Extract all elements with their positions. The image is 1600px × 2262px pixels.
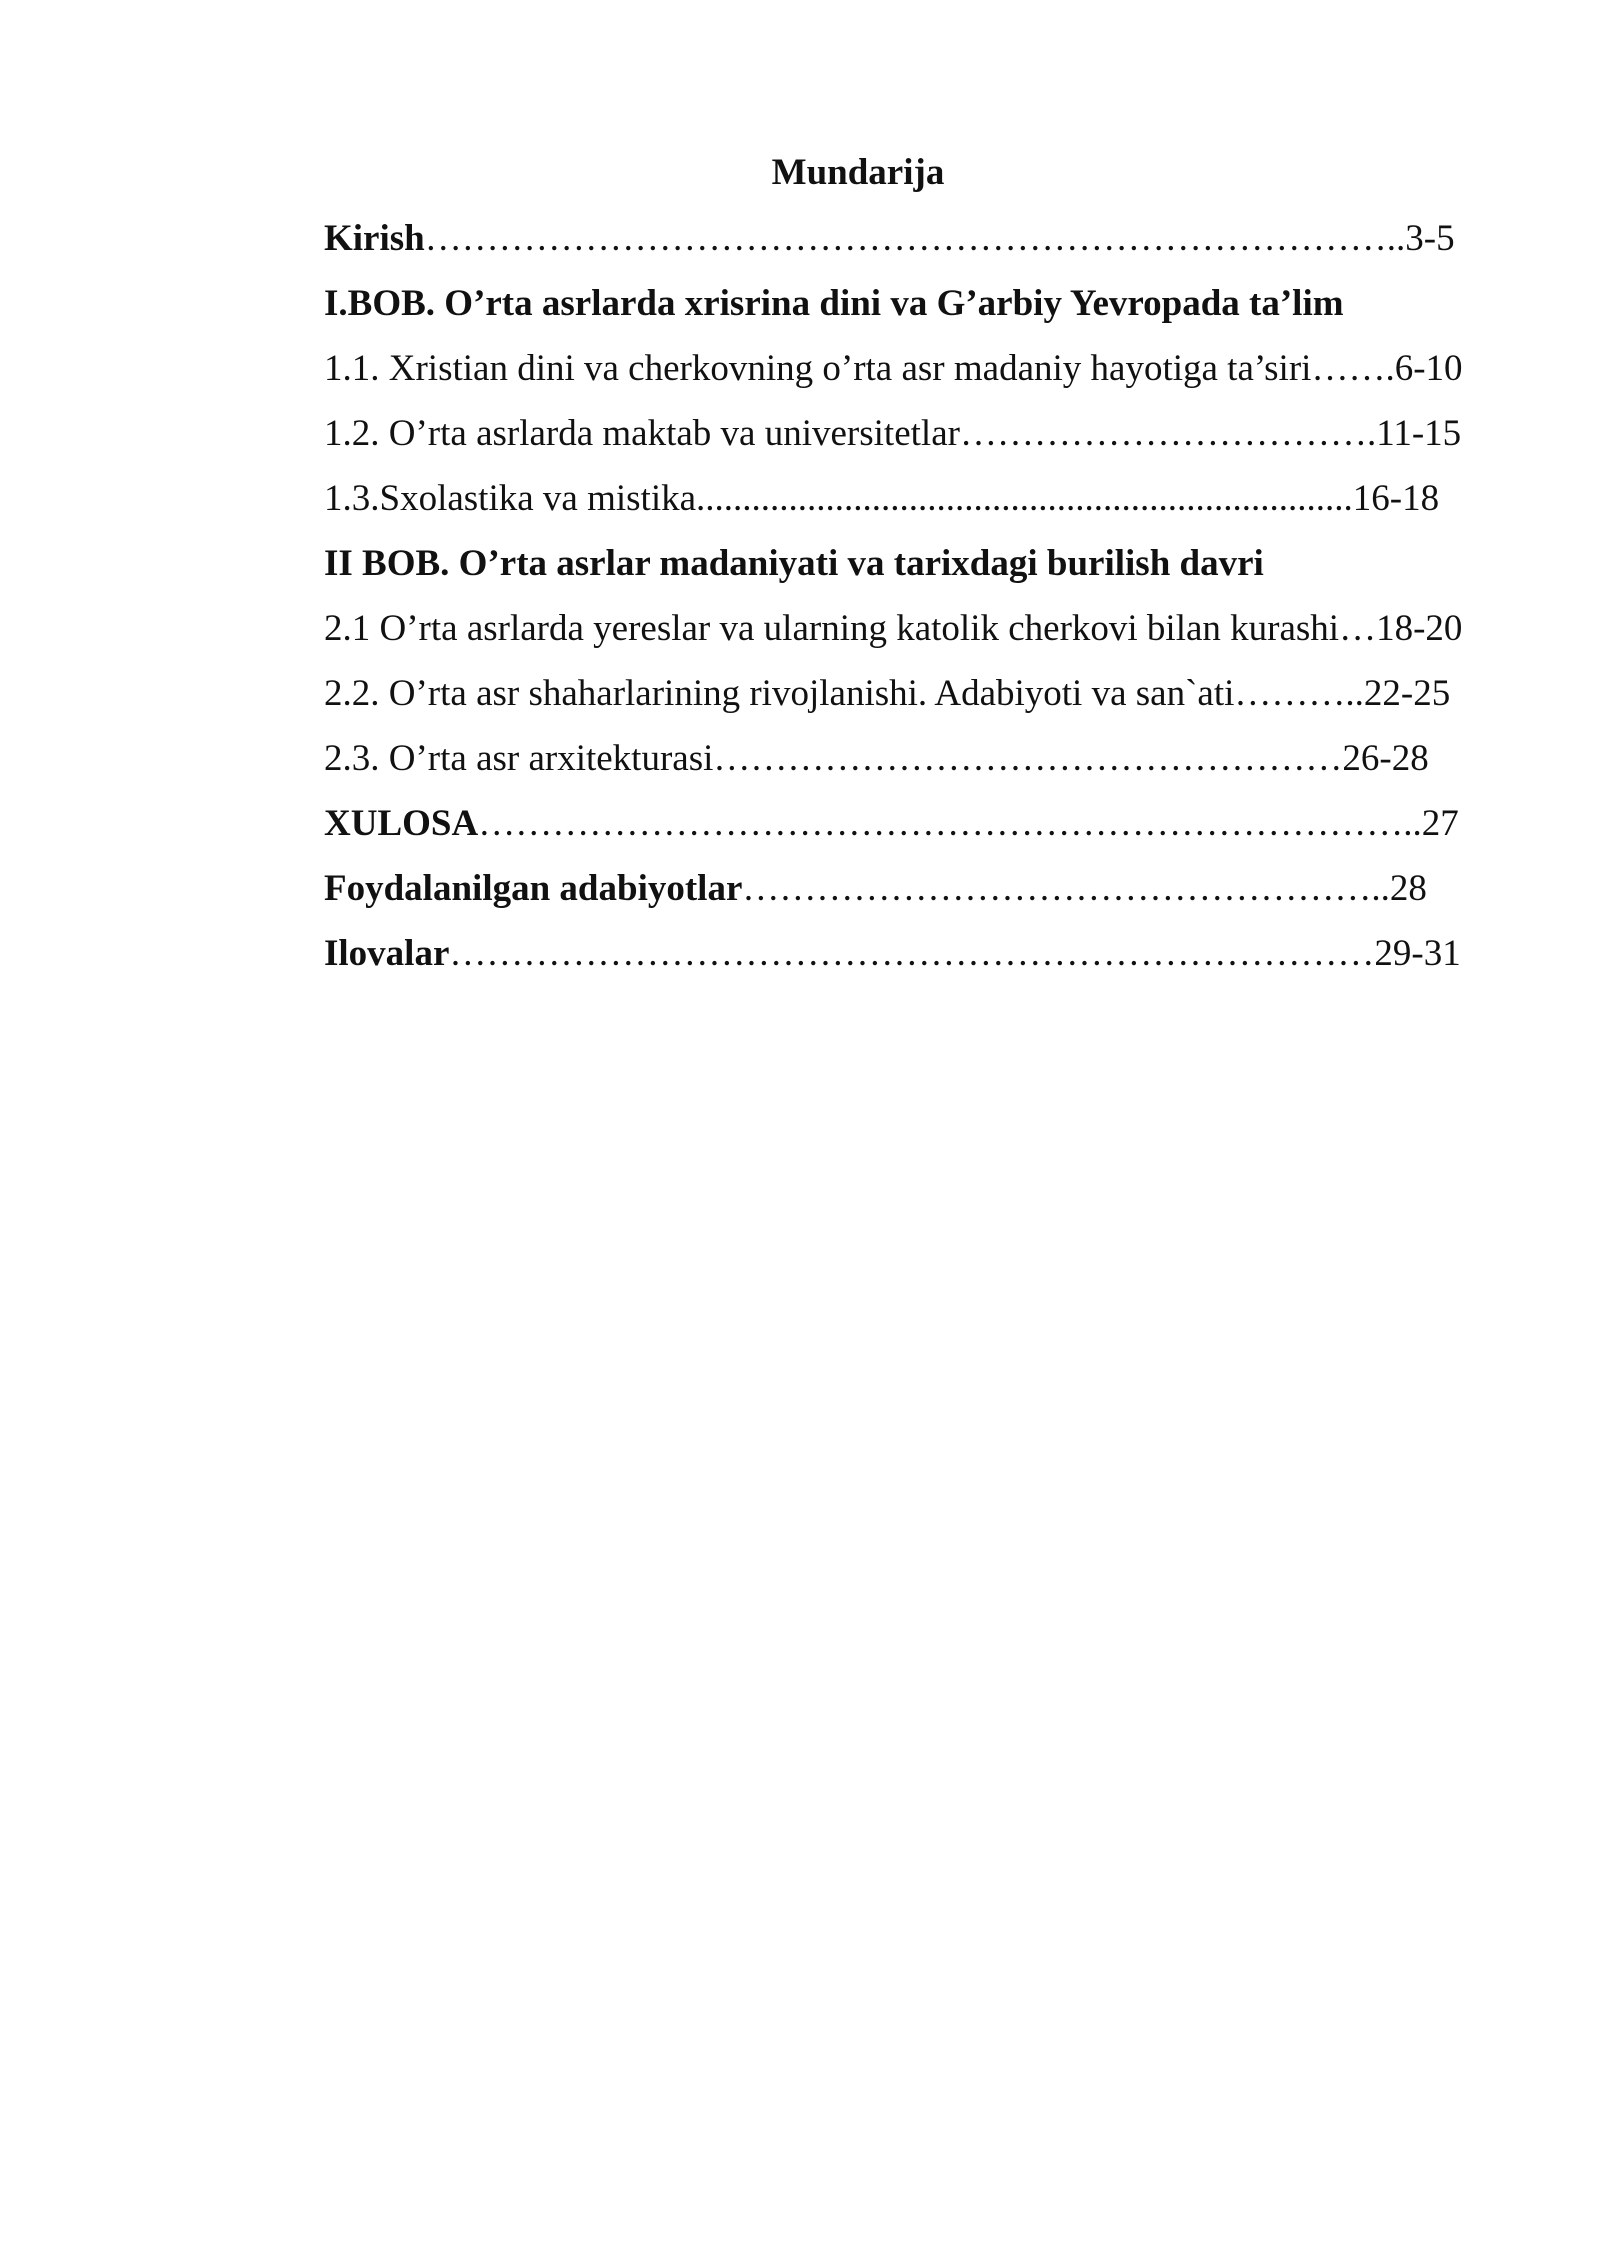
toc-entry-text: Ilovalar xyxy=(324,933,450,974)
toc-entry-leader: ………………………………………………………………….. xyxy=(478,803,1422,844)
toc-entry-chapter-2 xyxy=(324,539,1484,604)
toc-entry-leader: ……………………………. xyxy=(959,413,1377,454)
toc-entry-chapter-1 xyxy=(324,279,1484,344)
toc-entry-leader: ……….. xyxy=(1234,673,1364,714)
toc-title: Mundarija xyxy=(771,152,945,193)
toc-entry-text: I.BOB. O’rta asrlarda xrisrina dini va G’arbiy Yevropada ta’lim xyxy=(324,283,1344,324)
toc-entry-text: XULOSA xyxy=(324,803,479,844)
toc-entry-1-1 xyxy=(324,344,1484,409)
toc-entry-appendices xyxy=(324,929,1484,994)
table-of-contents xyxy=(324,214,1484,994)
toc-entry-text: 1.3.Sxolastika va mistika xyxy=(324,478,697,519)
toc-entry-leader: …………………………………………………………………….. xyxy=(424,218,1406,259)
toc-entry-text: 2.2. O’rta asr shaharlarining rivojlanishi. Adabiyoti va san`ati xyxy=(324,673,1235,714)
toc-entry-references xyxy=(324,864,1484,929)
toc-entry-page: 29-31 xyxy=(1374,933,1461,974)
toc-entry-page: 27 xyxy=(1421,803,1459,844)
toc-entry-page: 28 xyxy=(1389,868,1427,909)
toc-entry-text: 1.2. O’rta asrlarda maktab va universitetlar xyxy=(324,413,960,454)
toc-entry-1-2 xyxy=(324,409,1484,474)
toc-entry-2-1 xyxy=(324,604,1484,669)
toc-entry-leader: ………………………………………………………………… xyxy=(449,933,1375,974)
toc-entry-text: 2.1 O’rta asrlarda yereslar va ularning katolik cherkovi bilan kurashi xyxy=(324,608,1340,649)
toc-entry-1-3 xyxy=(324,474,1484,539)
toc-entry-text: Foydalanilgan adabiyotlar xyxy=(324,868,743,909)
toc-entry-text: 2.3. O’rta asr arxitekturasi xyxy=(324,738,714,779)
toc-entry-leader: ....................................................................... xyxy=(696,478,1353,519)
toc-entry-page: 11-15 xyxy=(1376,413,1462,454)
toc-entry-page: 3-5 xyxy=(1405,218,1455,259)
toc-entry-page: 16-18 xyxy=(1352,478,1440,519)
toc-entry-2-3 xyxy=(324,734,1484,799)
toc-entry-text: 1.1. Xristian dini va cherkovning o’rta asr madaniy hayotiga ta’siri xyxy=(324,348,1312,389)
toc-entry-leader: … xyxy=(1339,608,1377,649)
toc-entry-page: 6-10 xyxy=(1394,348,1463,389)
toc-entry-page: 26-28 xyxy=(1342,738,1429,779)
toc-entry-text: II BOB. O’rta asrlar madaniyati va tarixdagi burilish davri xyxy=(324,543,1264,584)
toc-entry-leader: …………………………………………… xyxy=(713,738,1343,779)
toc-entry-page: 18-20 xyxy=(1376,608,1463,649)
toc-entry-leader: …………………………………………….. xyxy=(742,868,1390,909)
toc-entry-leader: ……. xyxy=(1311,348,1395,389)
toc-entry-text: Kirish xyxy=(324,218,425,259)
toc-entry-xulosa xyxy=(324,799,1484,864)
toc-entry-2-2 xyxy=(324,669,1484,734)
toc-entry-kirish xyxy=(324,214,1484,279)
toc-entry-page: 22-25 xyxy=(1363,673,1451,714)
